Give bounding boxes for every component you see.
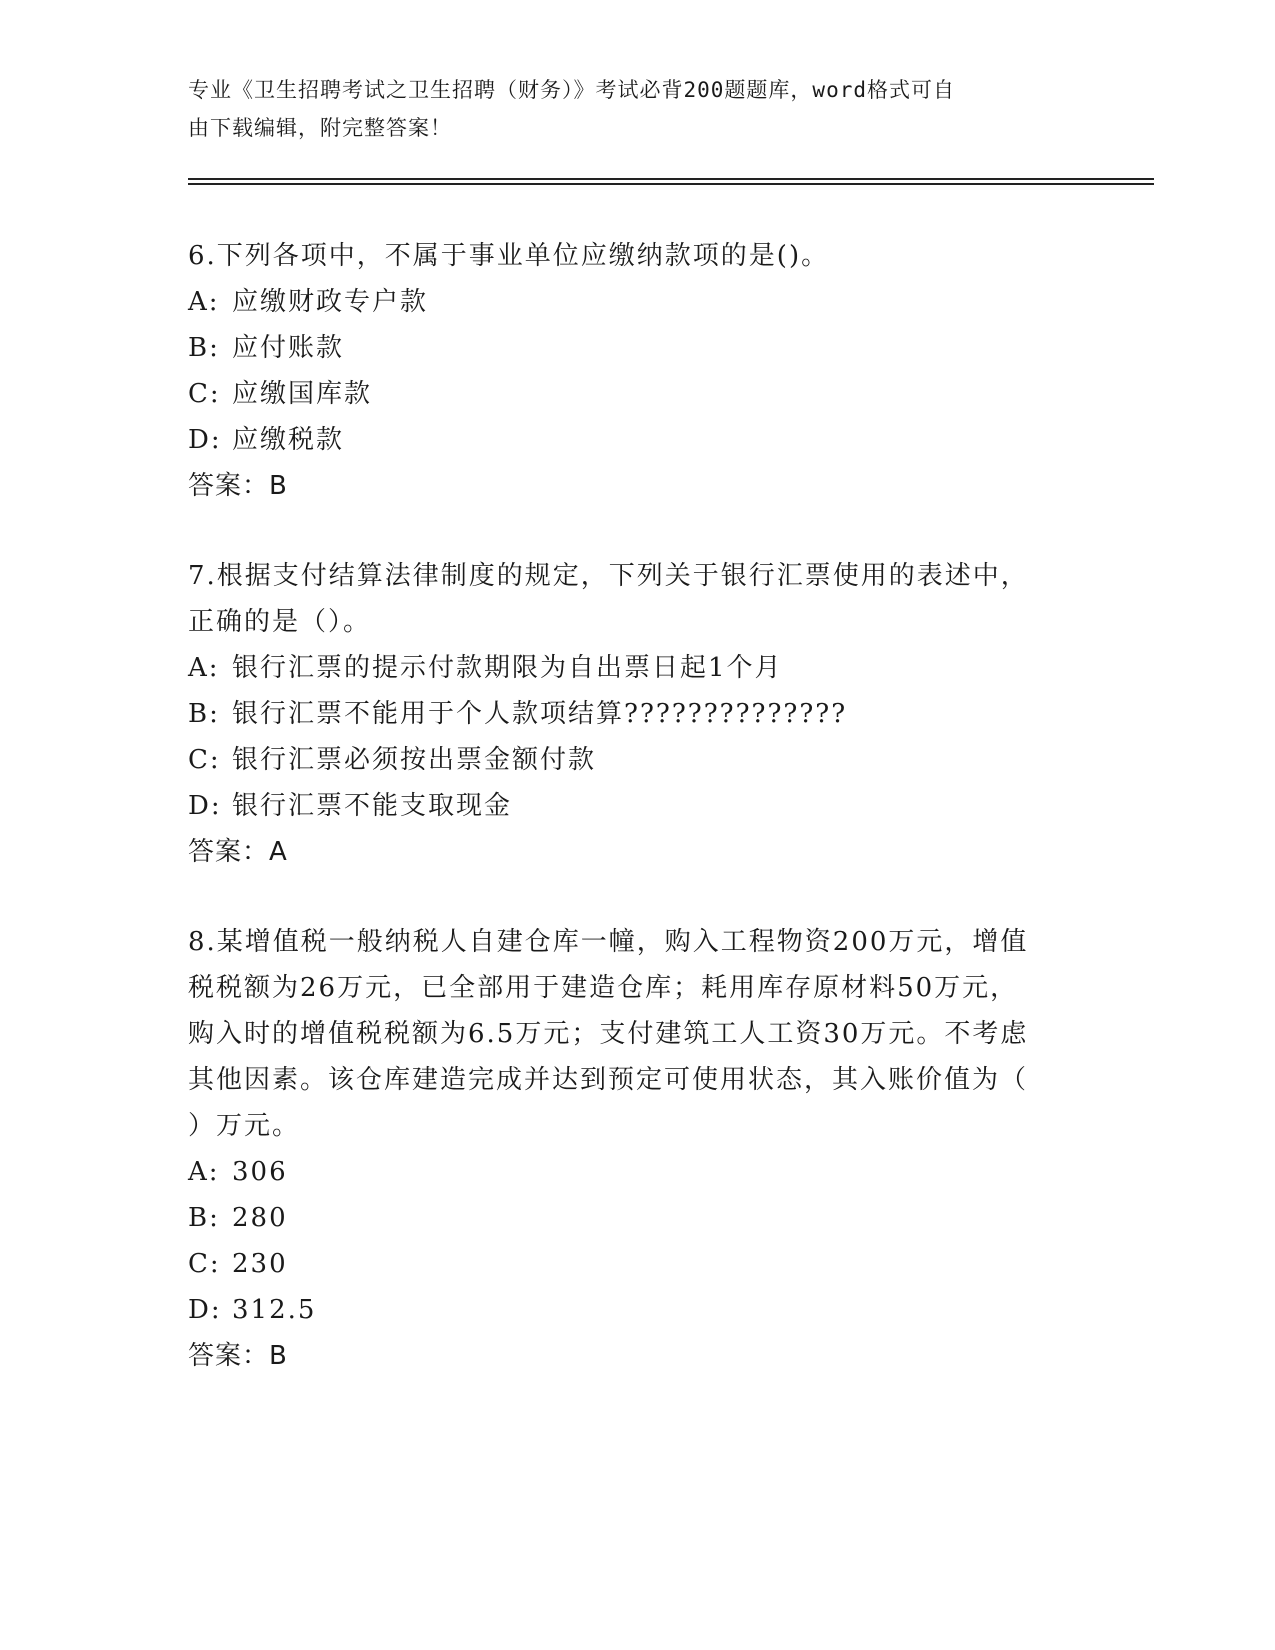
answer: 答案：B <box>188 1341 288 1371</box>
question-7 <box>188 553 1088 875</box>
header-divider-bottom <box>188 183 1154 185</box>
question-stem-line-3: 购入时的增值税税额为6.5万元；支付建筑工人工资30万元。不考虑 <box>188 1019 1029 1049</box>
question-8 <box>188 919 1088 1379</box>
option-text: 306 <box>232 1157 288 1187</box>
question-stem-line-1: 7.根据支付结算法律制度的规定，下列关于银行汇票使用的表述中， <box>188 561 1029 591</box>
header-divider-top <box>188 178 1154 180</box>
option-text: 应付账款 <box>232 333 345 363</box>
option-d <box>188 1287 1088 1333</box>
option-a <box>188 279 1088 325</box>
option-letter: C: <box>188 1249 221 1279</box>
option-letter: C: <box>188 379 221 409</box>
option-text: 应缴税款 <box>232 425 345 455</box>
answer: 答案：A <box>188 837 288 867</box>
option-letter: B: <box>188 333 220 363</box>
option-letter: D: <box>188 791 222 821</box>
question-stem-line-2: 正确的是（）。 <box>188 607 372 637</box>
question-list <box>188 233 1088 1423</box>
option-d <box>188 417 1088 463</box>
option-d <box>188 783 1088 829</box>
option-text: 银行汇票不能用于个人款项结算?????????????? <box>232 699 848 729</box>
option-letter: A: <box>188 653 220 683</box>
question-stem: 6.下列各项中，不属于事业单位应缴纳款项的是()。 <box>188 241 830 271</box>
option-c <box>188 1241 1088 1287</box>
question-stem-line-1: 8.某增值税一般纳税人自建仓库一幢，购入工程物资200万元，增值 <box>188 927 1029 957</box>
question-stem-line-4: 其他因素。该仓库建造完成并达到预定可使用状态，其入账价值为（ <box>188 1065 1029 1095</box>
option-letter: C: <box>188 745 221 775</box>
header-line-1: 专业《卫生招聘考试之卫生招聘（财务）》考试必背200题题库，word格式可自 <box>188 78 955 102</box>
option-letter: A: <box>188 1157 220 1187</box>
option-text: 银行汇票的提示付款期限为自出票日起1个月 <box>232 653 783 683</box>
option-b <box>188 1195 1088 1241</box>
option-a <box>188 645 1088 691</box>
answer: 答案：B <box>188 471 288 501</box>
question-stem-line-5: ）万元。 <box>188 1111 301 1141</box>
document-header <box>188 71 1068 147</box>
option-letter: D: <box>188 425 222 455</box>
option-b <box>188 325 1088 371</box>
option-letter: B: <box>188 699 220 729</box>
question-stem-line-2: 税税额为26万元，已全部用于建造仓库；耗用库存原材料50万元， <box>188 973 1019 1003</box>
header-line-2: 由下载编辑，附完整答案！ <box>188 116 452 140</box>
option-c <box>188 371 1088 417</box>
option-text: 230 <box>232 1249 288 1279</box>
option-text: 应缴财政专户款 <box>232 287 429 317</box>
option-text: 银行汇票必须按出票金额付款 <box>232 745 597 775</box>
question-6 <box>188 233 1088 509</box>
option-text: 280 <box>232 1203 288 1233</box>
option-text: 应缴国库款 <box>232 379 373 409</box>
option-b <box>188 691 1088 737</box>
option-letter: B: <box>188 1203 220 1233</box>
option-a <box>188 1149 1088 1195</box>
option-c <box>188 737 1088 783</box>
option-text: 银行汇票不能支取现金 <box>232 791 513 821</box>
option-text: 312.5 <box>232 1295 317 1325</box>
option-letter: A: <box>188 287 220 317</box>
option-letter: D: <box>188 1295 222 1325</box>
